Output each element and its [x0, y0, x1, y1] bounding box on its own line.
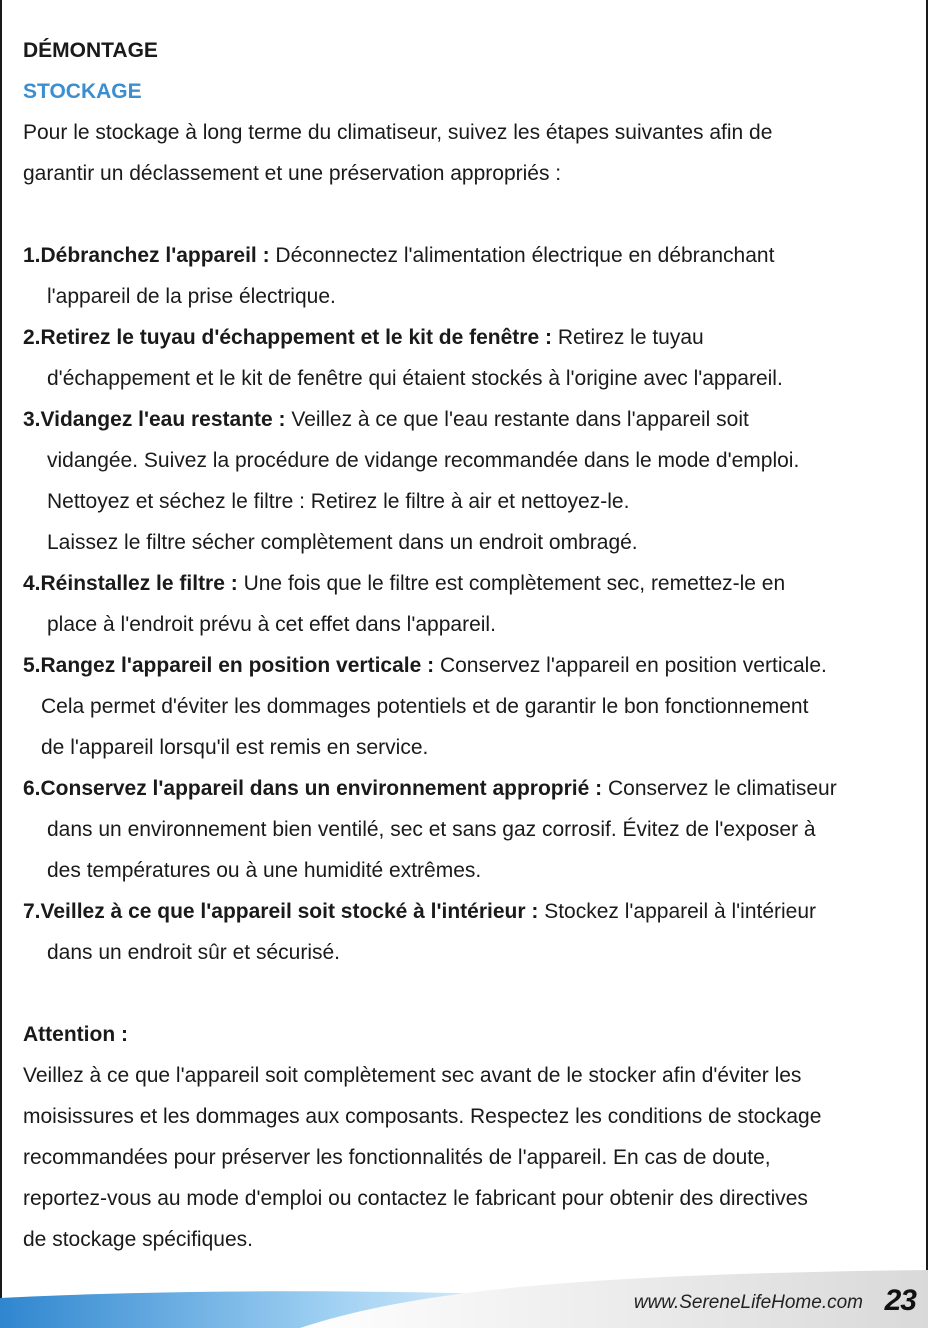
step-first-line [23, 563, 913, 604]
step-line: des températures ou à une humidité extrêmes. [47, 859, 482, 882]
intro-line: Pour le stockage à long terme du climatiseur, suivez les étapes suivantes afin de [23, 121, 773, 144]
step-text: Une fois que le filtre est complètement sec, remettez-le en [237, 572, 786, 595]
step-line: d'échappement et le kit de fenêtre qui étaient stockés à l'origine avec l'appareil. [47, 367, 783, 390]
step-text: Retirez le tuyau [551, 326, 704, 349]
attention-title: Attention : [23, 1023, 128, 1046]
step-first-line [23, 399, 913, 440]
step-title: 4.Réinstallez le filtre : [23, 572, 238, 595]
page-footer [0, 1268, 928, 1328]
step-first-line [23, 645, 913, 686]
step-line: vidangée. Suivez la procédure de vidange recommandée dans le mode d'emploi. [47, 449, 800, 472]
step-title: 6.Conservez l'appareil dans un environnement approprié : [23, 777, 603, 800]
list-item [23, 399, 913, 563]
step-first-line [23, 235, 913, 276]
spacer [23, 973, 913, 1014]
step-line: l'appareil de la prise électrique. [47, 285, 336, 308]
list-item [23, 563, 913, 645]
attention-paragraph [23, 1055, 913, 1260]
intro-line: garantir un déclassement et une préservation appropriés : [23, 162, 562, 185]
step-line: Cela permet d'éviter les dommages potentiels et de garantir le bon fonctionnement [41, 695, 809, 718]
step-title: 5.Rangez l'appareil en position verticale : [23, 654, 435, 677]
page-border-left [0, 0, 2, 1328]
attention-line: reportez-vous au mode d'emploi ou contactez le fabricant pour obtenir des directives [23, 1187, 808, 1210]
step-line: Nettoyez et séchez le filtre : Retirez le filtre à air et nettoyez-le. [47, 490, 630, 513]
list-item [23, 768, 913, 891]
subsection-title: STOCKAGE [23, 80, 142, 103]
step-line: place à l'endroit prévu à cet effet dans l'appareil. [47, 613, 496, 636]
step-text: Déconnectez l'alimentation électrique en débranchant [269, 244, 775, 267]
list-item [23, 891, 913, 973]
list-item [23, 235, 913, 317]
footer-website: www.SereneLifeHome.com [633, 1292, 863, 1313]
steps-list [23, 235, 913, 973]
step-text: Stockez l'appareil à l'intérieur [538, 900, 817, 923]
section-title: DÉMONTAGE [23, 39, 158, 62]
step-line: de l'appareil lorsqu'il est remis en service. [41, 736, 429, 759]
page-content [23, 30, 913, 1260]
step-title: 7.Veillez à ce que l'appareil soit stocké à l'intérieur : [23, 900, 539, 923]
attention-line: Veillez à ce que l'appareil soit complètement sec avant de le stocker afin d'éviter les [23, 1064, 802, 1087]
spacer [23, 194, 913, 235]
intro-paragraph [23, 112, 913, 194]
step-text: Veillez à ce que l'eau restante dans l'appareil soit [285, 408, 749, 431]
step-text: Conservez le climatiseur [602, 777, 837, 800]
step-title: 2.Retirez le tuyau d'échappement et le kit de fenêtre : [23, 326, 552, 349]
step-line: Laissez le filtre sécher complètement dans un endroit ombragé. [47, 531, 638, 554]
step-title: 1.Débranchez l'appareil : [23, 244, 270, 267]
step-title: 3.Vidangez l'eau restante : [23, 408, 286, 431]
page-number: 23 [884, 1284, 916, 1317]
step-first-line [23, 891, 913, 932]
step-line: dans un environnement bien ventilé, sec et sans gaz corrosif. Évitez de l'exposer à [47, 818, 816, 841]
attention-line: recommandées pour préserver les fonctionnalités de l'appareil. En cas de doute, [23, 1146, 771, 1169]
list-item [23, 645, 913, 768]
step-line: dans un endroit sûr et sécurisé. [47, 941, 340, 964]
attention-line: moisissures et les dommages aux composants. Respectez les conditions de stockage [23, 1105, 822, 1128]
step-text: Conservez l'appareil en position verticale. [434, 654, 827, 677]
step-first-line [23, 317, 913, 358]
step-first-line [23, 768, 913, 809]
attention-line: de stockage spécifiques. [23, 1228, 253, 1251]
list-item [23, 317, 913, 399]
